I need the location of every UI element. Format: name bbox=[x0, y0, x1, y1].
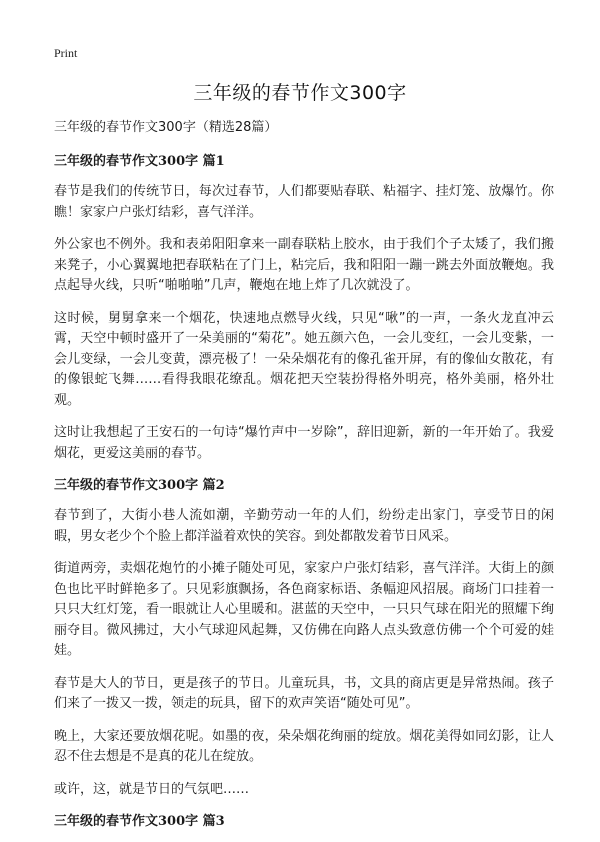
paragraph: 外公家也不例外。我和表弟阳阳拿来一副春联粘上胶水，由于我们个子太矮了，我们搬来凳子，小心翼翼地把春联粘在了门上，粘完后，我和阳阳一蹦一跳去外面放鞭炮。我点起导火线，只听“啪啪啪”几声，鞭炮在地上炸了几次就没了。 bbox=[54, 237, 554, 293]
paragraph: 春节是大人的节日，更是孩子的节日。儿童玩具，书，文具的商店更是异常热闹。孩子们来了一拨又一拨，领走的玩具，留下的欢声笑语“随处可见”。 bbox=[54, 675, 554, 711]
paragraph: 春节到了，大街小巷人流如潮，辛勤劳动一年的人们，纷纷走出家门，享受节日的闲暇，男女老少个个脸上都洋溢着欢快的笑容。到处都散发着节日风采。 bbox=[54, 508, 554, 544]
paragraph: 春节是我们的传统节日，每次过春节，人们都要贴春联、粘福字、挂灯笼、放爆竹。你瞧！家家户户张灯结彩，喜气洋洋。 bbox=[54, 184, 554, 220]
paragraph: 这时候，舅舅拿来一个烟花，快速地点燃导火线，只见“啾”的一声，一条火龙直冲云霄，天空中顿时盛开了一朵美丽的“菊花”。她五颜六色，一会儿变红，一会儿变紫，一会儿变绿，一会儿变黄，漂亮极了！一朵朵烟花有的像孔雀开屏，有的像仙女散花，有的像银蛇飞舞……看得我眼花缭乱。烟花把天空装扮得格外明亮，格外美丽，格外壮观。 bbox=[54, 310, 554, 408]
print-link[interactable]: Print bbox=[54, 46, 78, 60]
section-heading-1: 三年级的春节作文300字 篇1 bbox=[54, 154, 225, 169]
paragraph: 这时让我想起了王安石的一句诗“爆竹声中一岁除”，辞旧迎新，新的一年开始了。我爱烟花，更爱这美丽的春节。 bbox=[54, 425, 554, 461]
page-title: 三年级的春节作文300字 bbox=[193, 82, 407, 104]
section-heading-2: 三年级的春节作文300字 篇2 bbox=[54, 478, 225, 493]
paragraph: 街道两旁，卖烟花炮竹的小摊子随处可见，家家户户张灯结彩，喜气洋洋。大街上的颜色也比平时鲜艳多了。只见彩旗飘扬，各色商家标语、条幅迎风招展。商场门口挂着一只只大红灯笼，看一眼就让人心里暖和。湛蓝的天空中，一只只气球在阳光的照耀下绚丽夺目。微风拂过，大小气球迎风起舞，又仿佛在向路人点头致意仿佛一个个可爱的娃娃。 bbox=[54, 561, 554, 658]
paragraph: 晚上，大家还要放烟花呢。如墨的夜，朵朵烟花绚丽的绽放。烟花美得如同幻影，让人忍不住去想是不是真的花儿在绽放。 bbox=[54, 728, 554, 764]
paragraph: 或许，这，就是节日的气氛吧…… bbox=[54, 781, 250, 797]
section-heading-3: 三年级的春节作文300字 篇3 bbox=[54, 814, 225, 829]
document-subtitle: 三年级的春节作文300字（精选28篇） bbox=[54, 120, 278, 135]
document-body bbox=[54, 118, 554, 842]
